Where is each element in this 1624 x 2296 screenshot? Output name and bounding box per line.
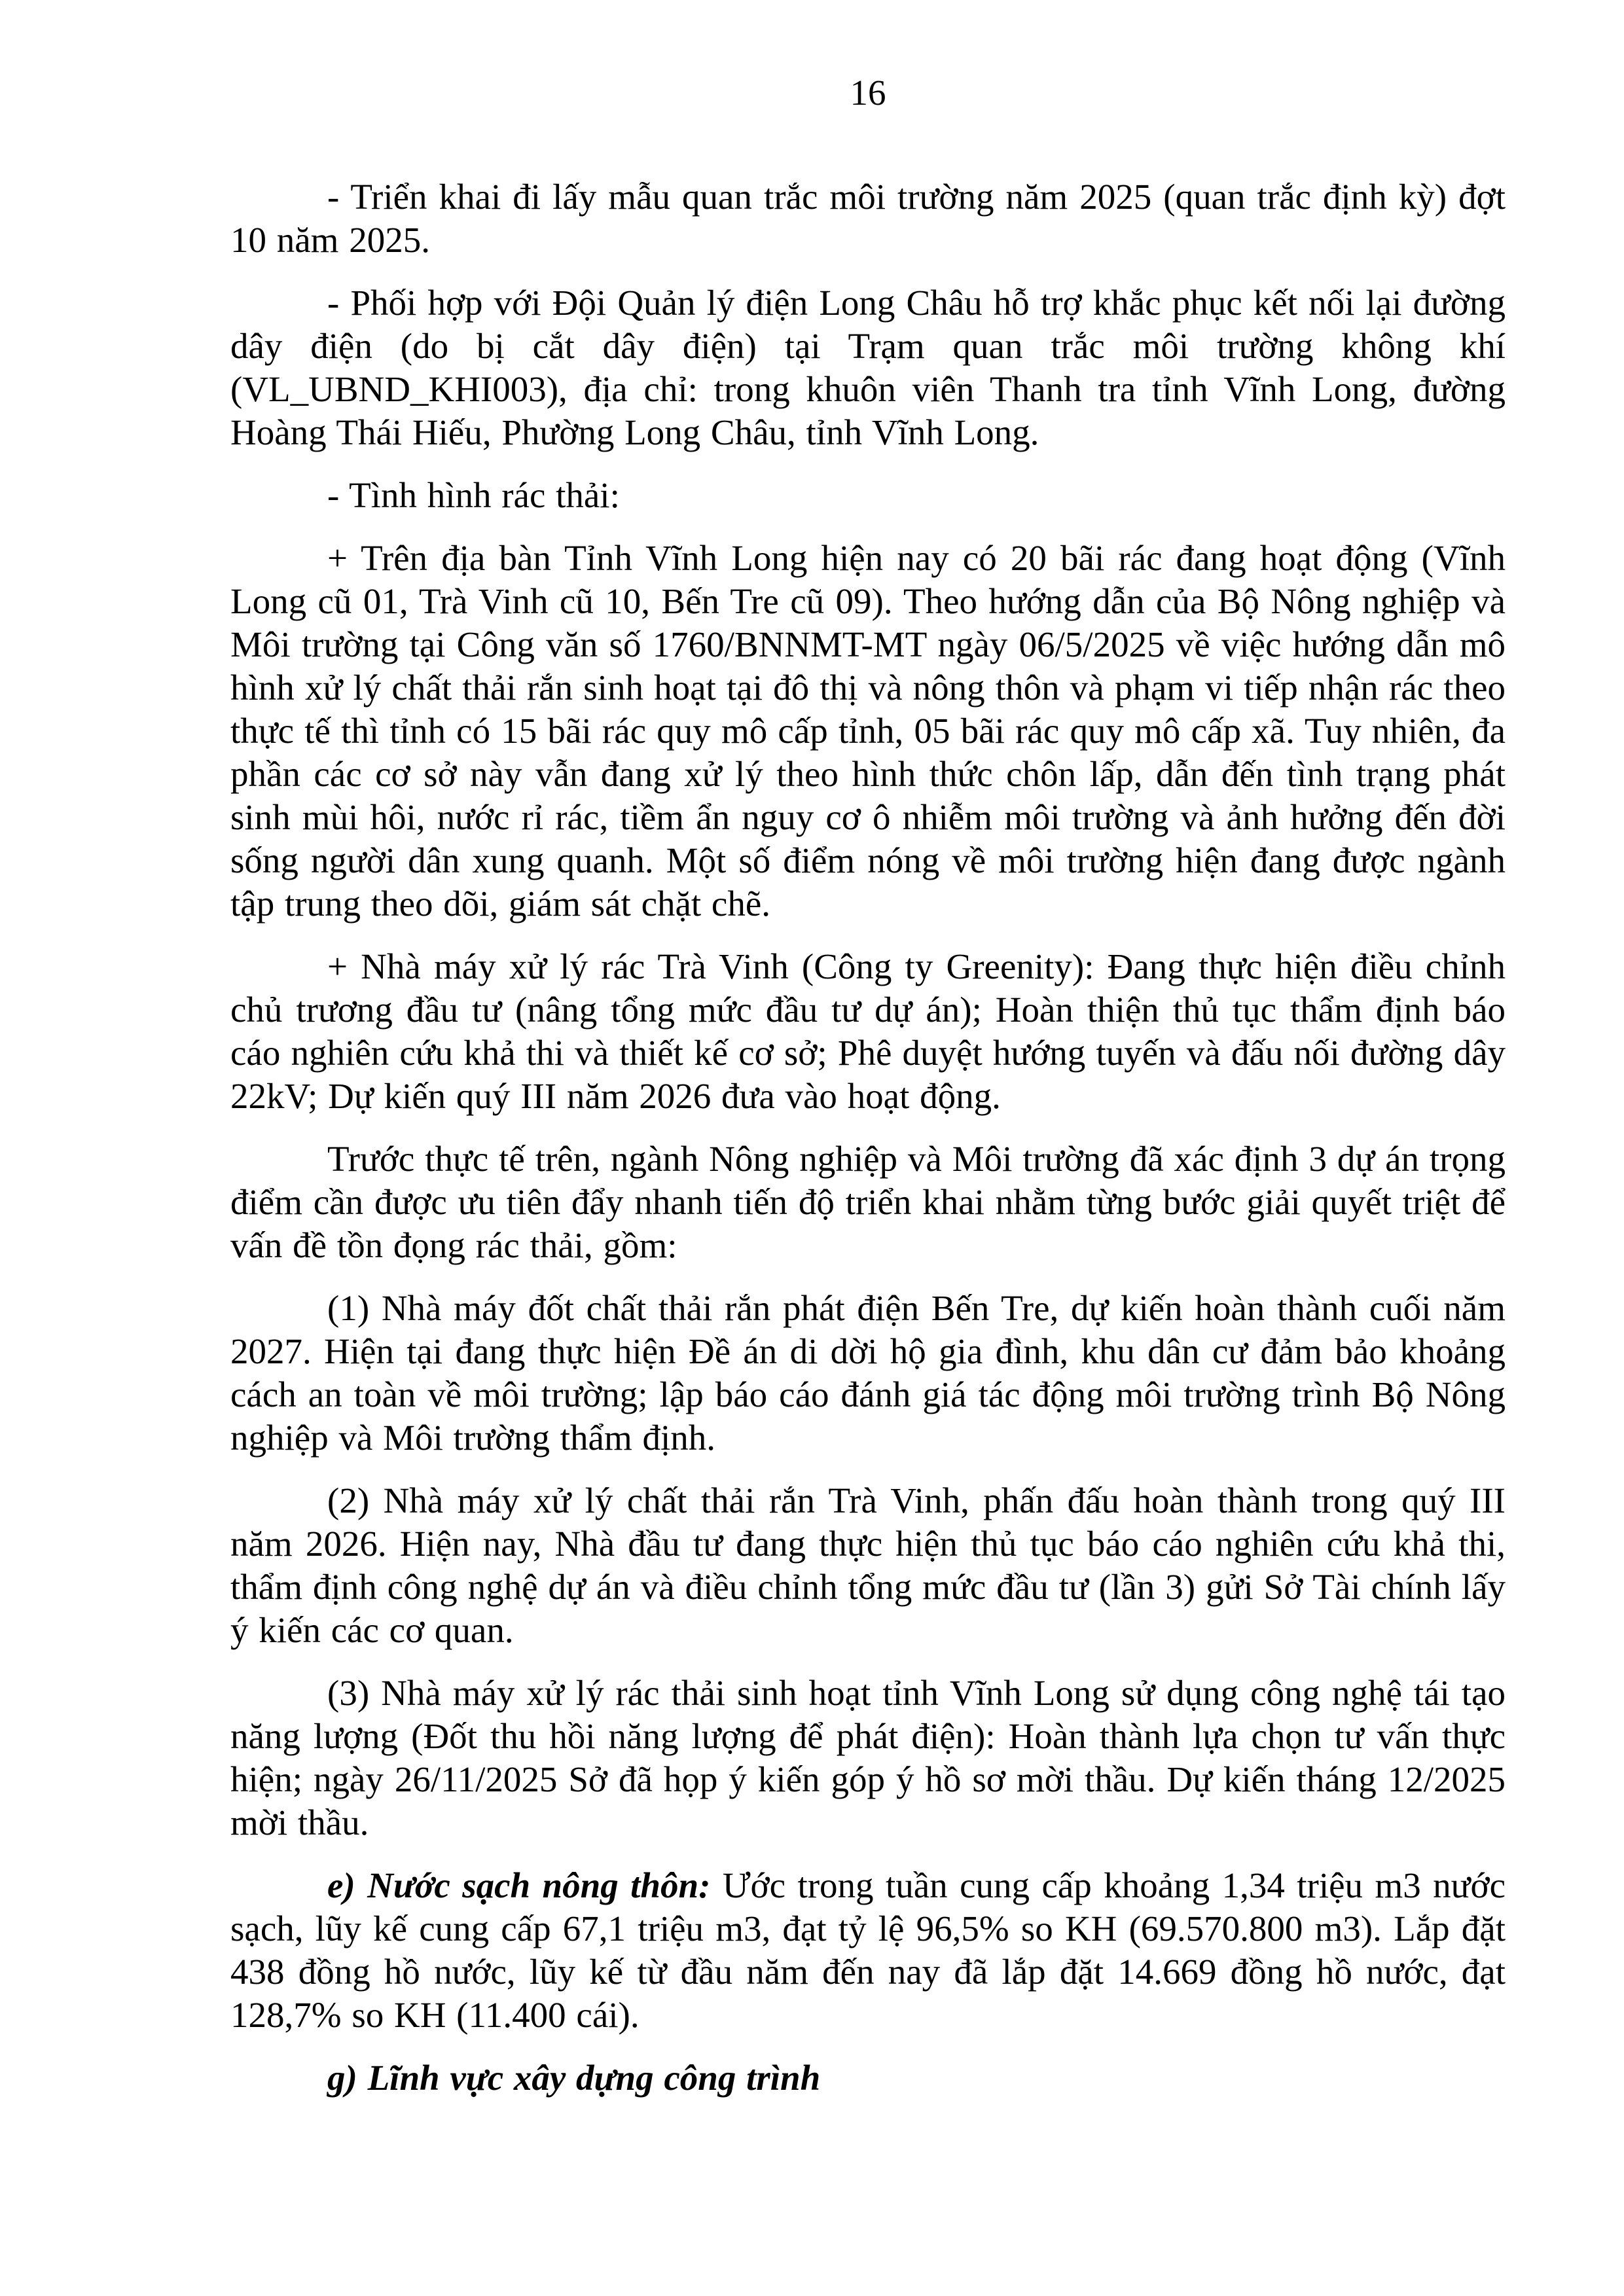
paragraph-waste-situation-heading: - Tình hình rác thải: [327,475,620,515]
paragraph-tra-vinh-plant-greenity: + Nhà máy xử lý rác Trà Vinh (Công ty Greenity): Đang thực hiện điều chỉnh chủ trương đầu tư (nâng tổng mức đầu tư dự án); Hoàn thiện thủ tục thẩm định báo cáo nghiên cứu khả thi và thiết kế cơ sở; Phê duyệt hướng tuyến và đấu nối đường dây 22kV; Dự kiến quý III năm 2026 đưa vào hoạt động. [230,946,1506,1116]
paragraph-rural-clean-water [230,1864,1506,2037]
paragraph-landfill-status: + Trên địa bàn Tỉnh Vĩnh Long hiện nay có 20 bãi rác đang hoạt động (Vĩnh Long cũ 01, Trà Vinh cũ 10, Bến Tre cũ 09). Theo hướng dẫn của Bộ Nông nghiệp và Môi trường tại Công văn số 1760/BNNMT-MT ngày 06/5/2025 về việc hướng dẫn mô hình xử lý chất thải rắn sinh hoạt tại đô thị và nông thôn và phạm vi tiếp nhận rác theo thực tế thì tỉnh có 15 bãi rác quy mô cấp tỉnh, 05 bãi rác quy mô cấp xã. Tuy nhiên, đa phần các cơ sở này vẫn đang xử lý theo hình thức chôn lấp, dẫn đến tình trạng phát sinh mùi hôi, nước rỉ rác, tiềm ẩn nguy cơ ô nhiễm môi trường và ảnh hưởng đến đời sống người dân xung quanh. Một số điểm nóng về môi trường hiện đang được ngành tập trung theo dõi, giám sát chặt chẽ. [230,538,1506,924]
rural-clean-water-lead: e) Nước sạch nông thôn: [327,1865,711,1905]
paragraph-power-line-repair: - Phối hợp với Đội Quản lý điện Long Châu hỗ trợ khắc phục kết nối lại đường dây điện (do bị cắt dây điện) tại Trạm quan trắc môi trường không khí (VL_UBND_KHI003), địa chỉ: trong khuôn viên Thanh tra tỉnh Vĩnh Long, đường Hoàng Thái Hiếu, Phường Long Châu, tỉnh Vĩnh Long. [230,283,1506,452]
document-body [230,175,1506,2100]
paragraph-monitoring-sampling: - Triển khai đi lấy mẫu quan trắc môi trường năm 2025 (quan trắc định kỳ) đợt 10 năm 2025. [230,177,1506,260]
paragraph-project-2-tra-vinh: (2) Nhà máy xử lý chất thải rắn Trà Vinh, phấn đấu hoàn thành trong quý III năm 2026. Hiện nay, Nhà đầu tư đang thực hiện thủ tục báo cáo nghiên cứu khả thi, thẩm định công nghệ dự án và điều chỉnh tổng mức đầu tư (lần 3) gửi Sở Tài chính lấy ý kiến các cơ quan. [230,1480,1506,1650]
section-heading-construction: g) Lĩnh vực xây dựng công trình [327,2058,821,2098]
paragraph-three-priority-projects-intro: Trước thực tế trên, ngành Nông nghiệp và Môi trường đã xác định 3 dự án trọng điểm cần được ưu tiên đẩy nhanh tiến độ triển khai nhằm từng bước giải quyết triệt để vấn đề tồn đọng rác thải, gồm: [230,1139,1506,1265]
paragraph-project-1-ben-tre: (1) Nhà máy đốt chất thải rắn phát điện Bến Tre, dự kiến hoàn thành cuối năm 2027. Hiện tại đang thực hiện Đề án di dời hộ gia đình, khu dân cư đảm bảo khoảng cách an toàn về môi trường; lập báo cáo đánh giá tác động môi trường trình Bộ Nông nghiệp và Môi trường thẩm định. [230,1288,1506,1458]
page-number: 16 [850,73,886,113]
rural-clean-water-body: Ước trong tuần cung cấp khoảng 1,34 triệu m3 nước sạch, lũy kế cung cấp 67,1 triệu m3, đạt tỷ lệ 96,5% so KH (69.570.800 m3). Lắp đặt 438 đồng hồ nước, lũy kế từ đầu năm đến nay đã lắp đặt 14.669 đồng hồ nước, đạt 128,7% so KH (11.400 cái). [230,1865,1506,2035]
paragraph-project-3-vinh-long: (3) Nhà máy xử lý rác thải sinh hoạt tỉnh Vĩnh Long sử dụng công nghệ tái tạo năng lượng (Đốt thu hồi năng lượng để phát điện): Hoàn thành lựa chọn tư vấn thực hiện; ngày 26/11/2025 Sở đã họp ý kiến góp ý hồ sơ mời thầu. Dự kiến tháng 12/2025 mời thầu. [230,1673,1506,1842]
